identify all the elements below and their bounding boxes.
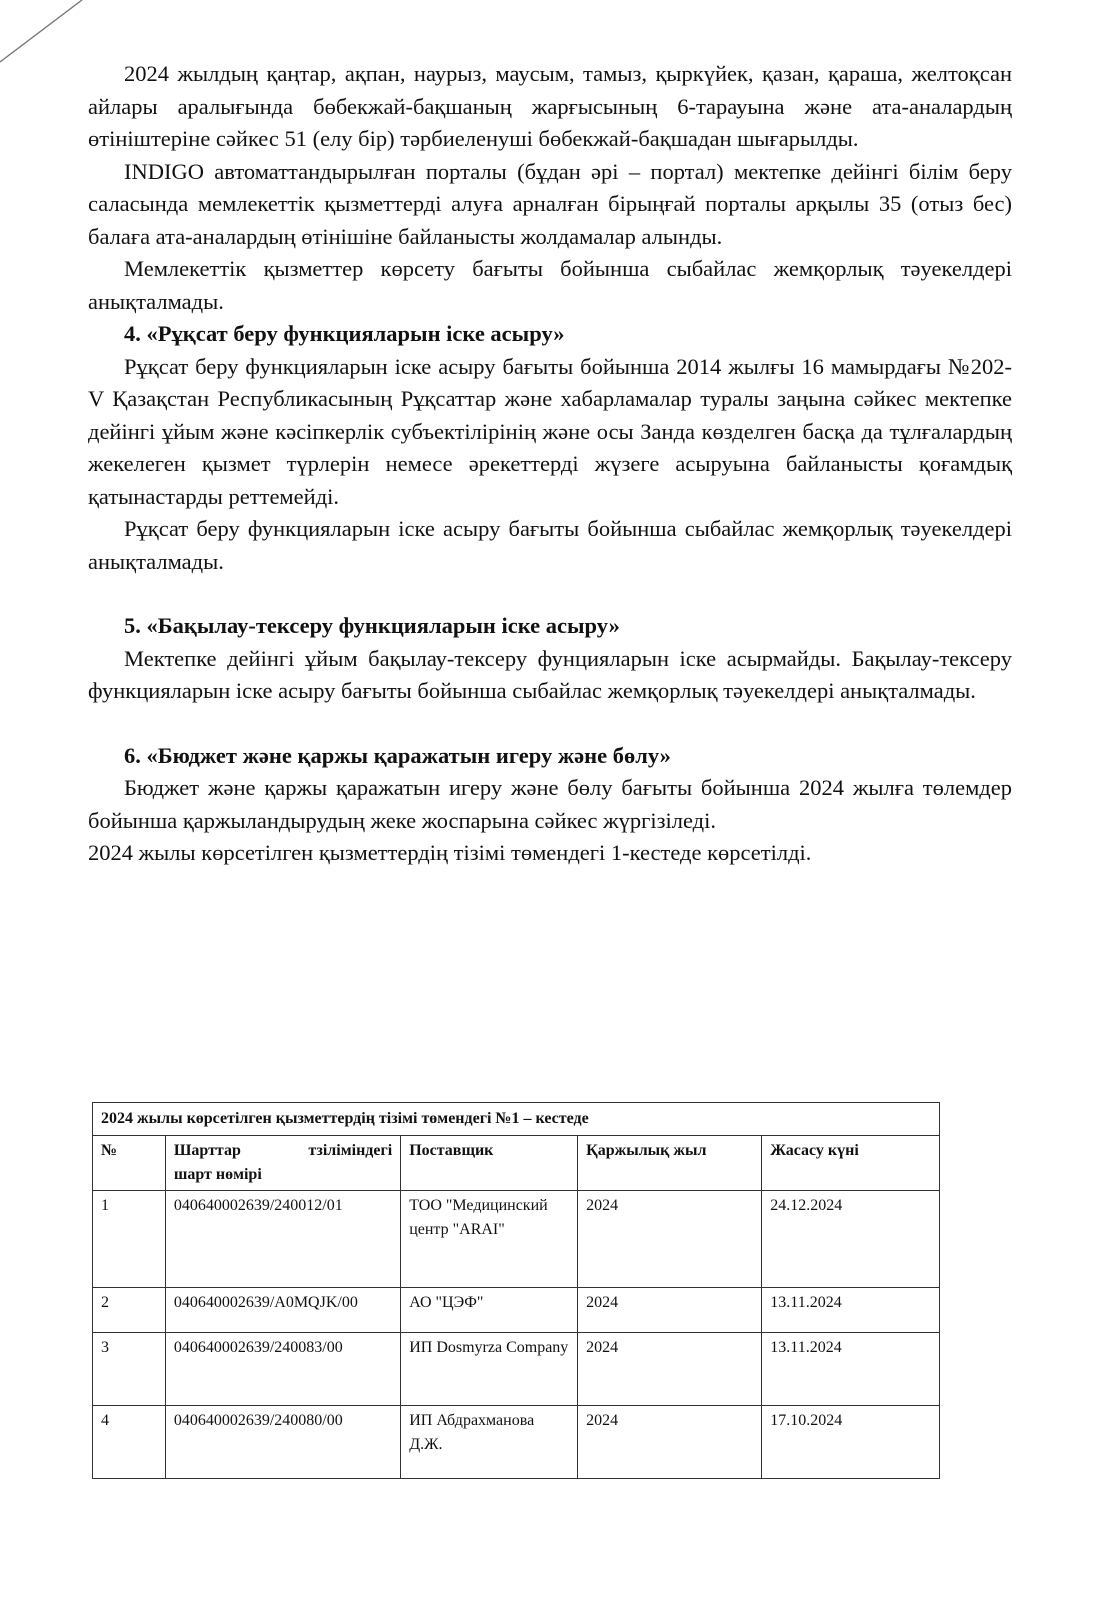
section-heading-6: 6. «Бюджет және қаржы қаражатын игеру және бөлу» xyxy=(124,742,671,768)
cell-year: 2024 xyxy=(578,1191,762,1288)
cell-contract: 040640002639/240012/01 xyxy=(165,1191,400,1288)
paragraph-permits: Рұқсат беру функцияларын іске асыру бағыты бойынша 2014 жылғы 16 мамырдағы №202-V Қазақстан Республикасының Рұқсаттар және хабарламалар туралы заңына сәйкес мектепке дейінгі ұйым және кәсіпкерлік субъектілірінің және осы Занда көзделген басқа да тұлғалардың жекелеген қызмет түрлерін немесе әрекеттерді жүзеге асыруына байланысты қоғамдық қатынастарды реттемейді. xyxy=(88,353,1012,509)
header-num: № xyxy=(93,1136,166,1191)
paragraph-permits-risk: Рұқсат беру функцияларын іске асыру бағыты бойынша сыбайлас жемқорлық тәуекелдері анықталмады. xyxy=(88,516,1012,574)
cell-num: 4 xyxy=(93,1406,166,1479)
cell-date: 13.11.2024 xyxy=(762,1333,940,1406)
cell-date: 17.10.2024 xyxy=(762,1406,940,1479)
paragraph-table-intro: 2024 жылы көрсетілген қызметтердің тізімі төмендегі 1-кестеде көрсетілді. xyxy=(88,840,812,865)
cell-num: 2 xyxy=(93,1288,166,1333)
header-year: Қаржылық жыл xyxy=(578,1136,762,1191)
cell-supplier: ТОО "Медицинский центр "ARAI" xyxy=(401,1191,578,1288)
header-supplier: Поставщик xyxy=(401,1136,578,1191)
cell-supplier: ИП Dosmyrza Company xyxy=(401,1333,578,1406)
cell-num: 1 xyxy=(93,1191,166,1288)
cell-date: 13.11.2024 xyxy=(762,1288,940,1333)
services-table xyxy=(92,1102,940,1479)
cell-supplier: АО "ЦЭФ" xyxy=(401,1288,578,1333)
cell-contract: 040640002639/240083/00 xyxy=(165,1333,400,1406)
paragraph-control-inspection: Мектепке дейінгі ұйым бақылау-тексеру фунцияларын іске асырмайды. Бақылау-тексеру функцияларын іске асыру бағыты бойынша сыбайлас жемқорлық тәуекелдері анықталмады. xyxy=(88,645,1012,703)
body-text xyxy=(88,58,1012,870)
table-header-row xyxy=(93,1136,940,1191)
header-contract xyxy=(165,1136,400,1191)
paragraph-indigo-portal: INDIGO автоматтандырылған порталы (бұдан әрі – портал) мектепке дейінгі білім беру саласында мемлекеттік қызметтерді алуға арналған бірыңғай порталы арқылы 35 (отыз бес) балаға ата-аналардың өтінішіне байланысты жолдамалар алынды. xyxy=(88,158,1012,249)
paragraph-budget: Бюджет және қаржы қаражатын игеру және бөлу бағыты бойынша 2024 жылға төлемдер бойынша қаржыландырудың жеке жоспарына сәйкес жүргізіледі. xyxy=(88,775,1012,833)
header-contract-part-c: шарт нөмірі xyxy=(173,1166,262,1183)
header-contract-part-b: тзіліміндегі xyxy=(308,1142,393,1159)
paragraph-public-services-risk: Мемлекеттік қызметтер көрсету бағыты бойынша сыбайлас жемқорлық тәуекелдері анықталмады. xyxy=(88,256,1012,314)
table-row xyxy=(93,1406,940,1479)
table-row xyxy=(93,1333,940,1406)
cell-num: 3 xyxy=(93,1333,166,1406)
cell-contract: 040640002639/240080/00 xyxy=(165,1406,400,1479)
cell-contract: 040640002639/A0MQJK/00 xyxy=(165,1288,400,1333)
header-date: Жасасу күні xyxy=(762,1136,940,1191)
cell-year: 2024 xyxy=(578,1288,762,1333)
cell-supplier: ИП Абдрахманова Д.Ж. xyxy=(401,1406,578,1479)
services-table-wrapper xyxy=(92,1102,940,1479)
cell-year: 2024 xyxy=(578,1333,762,1406)
cell-year: 2024 xyxy=(578,1406,762,1479)
header-contract-part-a: Шарттар xyxy=(173,1142,241,1159)
table-caption: 2024 жылы көрсетілген қызметтердің тізімі төмендегі №1 – кестеде xyxy=(93,1103,940,1136)
section-heading-4: 4. «Рұқсат беру функцияларын іске асыру» xyxy=(124,321,565,346)
cell-date: 24.12.2024 xyxy=(762,1191,940,1288)
table-row xyxy=(93,1288,940,1333)
paragraph-withdrawals: 2024 жылдың қаңтар, ақпан, наурыз, маусым, тамыз, қыркүйек, қазан, қараша, желтоқсан айлары аралығында бөбекжай-бақшаның жарғысының 6-тарауына және ата-аналардың өтініштеріне сәйкес 51 (елу бір) тәрбиеленуші бөбекжай-бақшадан шығарылды. xyxy=(88,61,1012,151)
section-heading-5: 5. «Бақылау-тексеру функцияларын іске асыру» xyxy=(124,613,620,638)
table-row xyxy=(93,1191,940,1288)
